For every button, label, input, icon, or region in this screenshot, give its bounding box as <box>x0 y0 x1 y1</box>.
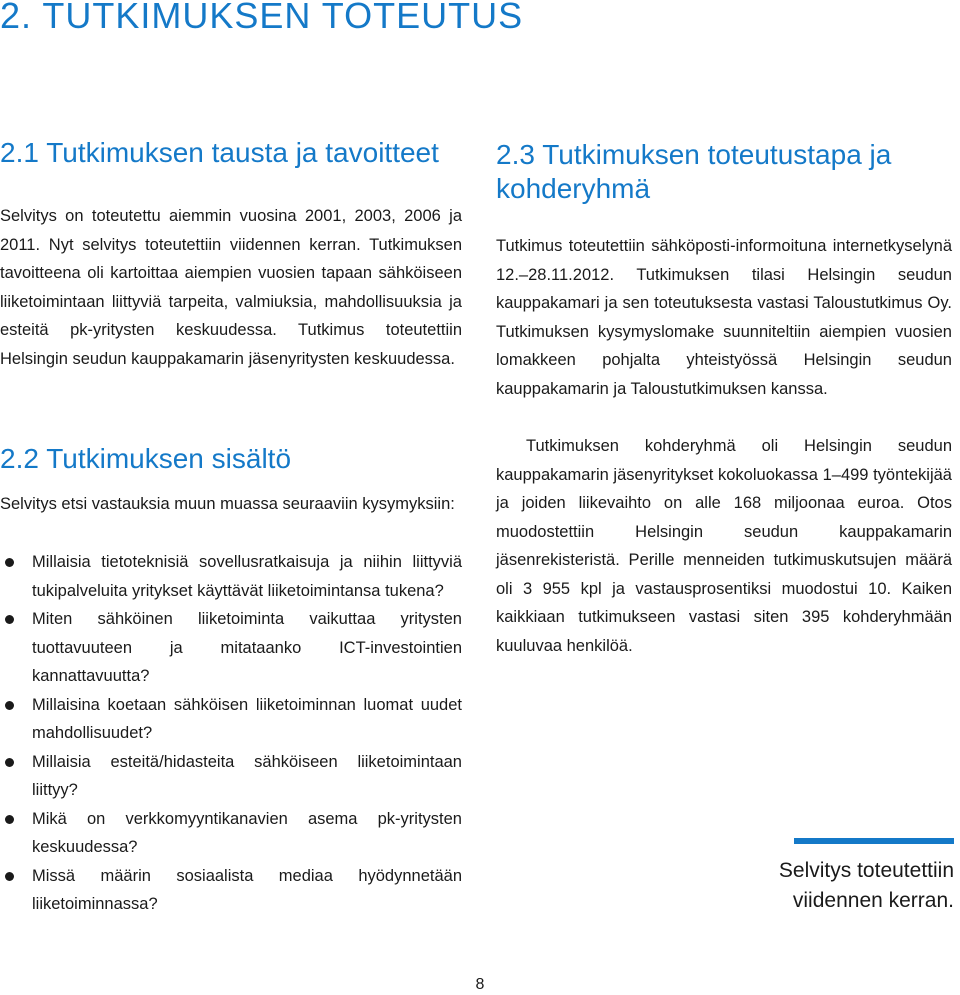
page-number: 8 <box>475 976 485 993</box>
pull-quote-rule <box>794 838 954 844</box>
bullet-icon <box>5 701 14 710</box>
list-item: Mikä on verkkomyyntikanavien asema pk-yritysten keskuudessa? <box>0 805 462 862</box>
section-heading-2-2: 2.2 Tutkimuksen sisältö <box>0 443 292 474</box>
list-item: Millaisina koetaan sähköisen liiketoiminnan luomat uudet mahdollisuudet? <box>0 691 462 748</box>
list-item: Miten sähköinen liiketoiminta vaikuttaa yritysten tuottavuuteen ja mitataanko ICT-investointien kannattavuutta? <box>0 605 462 691</box>
bullet-icon <box>5 615 14 624</box>
bullet-icon <box>5 758 14 767</box>
chapter-title: 2. TUTKIMUKSEN TOTEUTUS <box>0 0 524 36</box>
bullet-icon <box>5 558 14 567</box>
bullet-icon <box>5 815 14 824</box>
list-item: Missä määrin sosiaalista mediaa hyödynnetään liiketoiminnassa? <box>0 862 462 919</box>
pull-quote: Selvitys toteutettiin viidennen kerran. <box>778 859 954 912</box>
bullet-icon <box>5 872 14 881</box>
section-heading-2-3: 2.3 Tutkimuksen toteutustapa ja kohderyhmä <box>496 139 892 204</box>
section-2-2-intro: Selvitys etsi vastauksia muun muassa seuraaviin kysymyksiin: <box>0 495 455 513</box>
section-2-3-paragraph-1: Tutkimus toteutettiin sähköposti-informoituna internetkyselynä 12.–28.11.2012. Tutkimuksen tilasi Helsingin seudun kauppakamari ja sen toteutuksesta vastasi Taloustutkimus Oy. Tutkimuksen kysymyslomake suunniteltiin aiempien vuosien lomakkeen pohjalta yhteistyössä Helsingin seudun kauppakamarin ja Taloustutkimuksen kanssa. <box>496 237 952 398</box>
question-list <box>0 548 462 919</box>
list-item: Millaisia esteitä/hidasteita sähköiseen liiketoimintaan liittyy? <box>0 748 462 805</box>
list-item: Millaisia tietoteknisiä sovellusratkaisuja ja niihin liittyviä tukipalveluita yritykset käyttävät liiketoimintansa tukena? <box>0 548 462 605</box>
section-heading-2-1: 2.1 Tutkimuksen tausta ja tavoitteet <box>0 137 439 168</box>
section-2-1-paragraph: Selvitys on toteutettu aiemmin vuosina 2001, 2003, 2006 ja 2011. Nyt selvitys toteutettiin viidennen kerran. Tutkimuksen tavoitteena oli kartoittaa aiempien vuosien tapaan sähköiseen liiketoimintaan liittyviä tarpeita, valmiuksia, mahdollisuuksia ja esteitä pk-yritysten keskuudessa. Tutkimus toteutettiin Helsingin seudun kauppakamarin jäsenyritysten keskuudessa. <box>0 207 462 368</box>
section-2-3-paragraph-2: Tutkimuksen kohderyhmä oli Helsingin seudun kauppakamarin jäsenyritykset kokoluokassa 1–499 työntekijää ja joiden liikevaihto on alle 168 miljoonaa euroa. Otos muodostettiin Helsingin seudun kauppakamarin jäsenrekisteristä. Perille menneiden tutkimuskutsujen määrä oli 3 955 kpl ja vastausprosentiksi muodostui 10. Kaiken kaikkiaan tutkimukseen vastasi siten 395 kohderyhmään kuuluvaa henkilöä. <box>496 437 952 655</box>
